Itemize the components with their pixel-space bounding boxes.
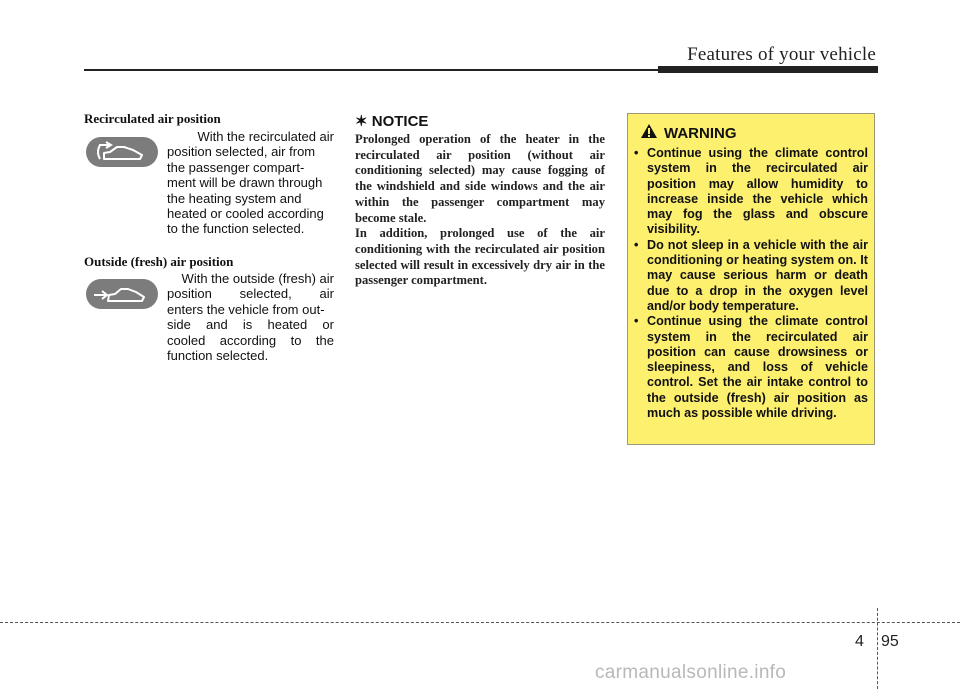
header-rule-accent — [658, 66, 878, 73]
text-line: With the outside (fresh) air — [181, 271, 334, 286]
warning-header — [640, 123, 737, 144]
text-line: side and is heated or — [167, 317, 334, 333]
warning-triangle-icon — [640, 123, 658, 144]
text-line: With the recirculated air — [197, 129, 334, 144]
notice-paragraph: Prolonged operation of the heater in the recirculated air position (without air conditioning selected) may cause fogging of the windshield and side windows and the air within the passenger compartment may become stale. — [355, 132, 605, 225]
warning-item: • Continue using the climate control system in the recirculated air position may allow humidity to increase inside the vehicle which may fog the glass and obscure visibility. — [634, 146, 868, 238]
notice-paragraph: In addition, prolonged use of the air conditioning with the recirculated air position selected will result in excessively dry air in the passenger compartment. — [355, 226, 605, 288]
text-line: heated or cooled according — [167, 206, 324, 222]
text-line: cooled according to the — [167, 332, 334, 348]
notice-body — [355, 132, 605, 289]
text-line: the heating system and — [167, 190, 302, 206]
warning-list — [634, 146, 868, 421]
text-line: function selected. — [167, 348, 269, 364]
text-line: the passenger compart- — [167, 159, 305, 175]
text-line: position selected, air from — [167, 144, 316, 160]
chapter-number: 4 — [855, 633, 864, 650]
warning-item: • Continue using the climate control system in the recirculated air position can cause drowsiness or sleepiness, and loss of vehicle control. Set the air intake control to the outside (fresh) air position as much as possible while driving. — [634, 314, 868, 421]
page-number: 95 — [881, 633, 899, 650]
notice-title: ✶ NOTICE — [355, 113, 429, 130]
text-line: enters the vehicle from out- — [167, 301, 325, 317]
recirculated-description — [167, 129, 334, 237]
outside-heading: Outside (fresh) air position — [84, 254, 234, 269]
text-line: ment will be drawn through — [167, 175, 323, 191]
recirculated-heading: Recirculated air position — [84, 111, 221, 126]
footer-rule — [0, 622, 960, 623]
outside-air-icon — [86, 279, 158, 309]
recirculated-air-icon — [86, 137, 158, 167]
text-line: to the function selected. — [167, 221, 305, 237]
section-title: Features of your vehicle — [687, 44, 876, 65]
outside-description — [167, 271, 334, 363]
warning-item: • Do not sleep in a vehicle with the air conditioning or heating system on. It may cause serious harm or death due to a drop in the oxygen level and/or body temperature. — [634, 238, 868, 314]
text-line: position selected, air — [167, 286, 334, 302]
header-rule — [84, 69, 660, 71]
warning-title: WARNING — [664, 125, 737, 142]
watermark: carmanualsonline.info — [595, 662, 787, 683]
footer-divider — [877, 608, 878, 689]
